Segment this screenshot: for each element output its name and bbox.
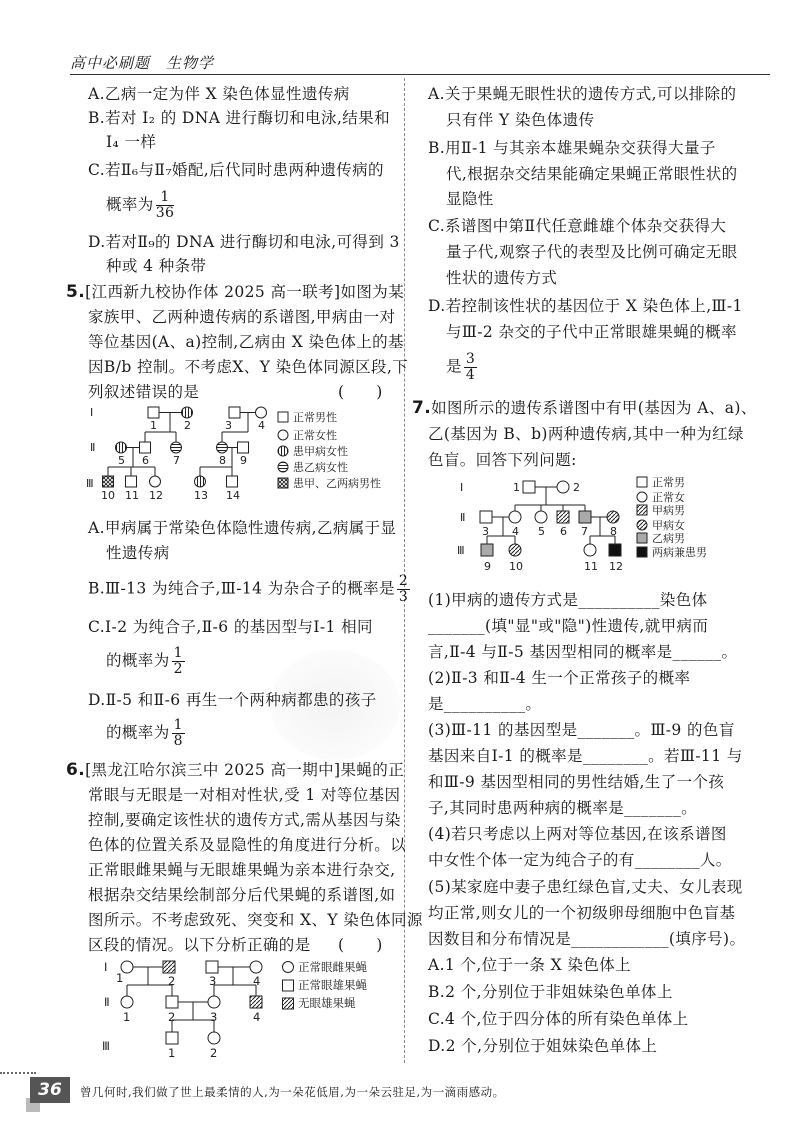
ped5-legend-female-symbol [278, 430, 288, 440]
ped7-III9-male-b [481, 544, 493, 556]
q7-part5-option-c: C.4 个,位于四分体的所有染色单体上 [428, 1010, 689, 1028]
ped6-legend-female-symbol [283, 962, 294, 973]
ped5-legend-b-female-symbol [278, 462, 288, 472]
ped7-legend-label: 两病兼患男 [652, 546, 707, 559]
ped6-id: 1 [168, 1046, 176, 1060]
q7-part2-line2: 是__________。 [428, 695, 542, 713]
ped7-id: 6 [560, 525, 567, 538]
q6-line1-text: [黑龙江哈尔滨三中 2025 高一期中]果蝇的正 [85, 761, 405, 779]
ped6-legend-male-symbol [283, 980, 294, 991]
ped5-II5-female-a [116, 442, 127, 453]
q4-option-c-line1: C.若Ⅱ₆与Ⅱ₇婚配,后代同时患两种遗传病的 [88, 161, 384, 179]
ped7-II4-female [509, 511, 521, 523]
ped5-legend-ab-male-symbol [278, 478, 288, 488]
ped7-I2-female [557, 481, 569, 493]
ped5-id: 5 [118, 454, 125, 467]
q7-part1-line3: 言,Ⅱ-4 与Ⅱ-5 基因型相同的概率是______。 [428, 643, 738, 661]
ped6-id: 2 [168, 974, 176, 988]
q7-part4-line1: (4)若只考虑以上两对等位基因,在该系谱图 [428, 825, 727, 843]
q7-part1-line1: (1)甲病的遗传方式是__________染色体 [428, 591, 708, 609]
frac-denominator: 3 [398, 589, 409, 605]
frac-numerator: 1 [156, 190, 175, 206]
q6-option-c-line1: C.系谱图中第Ⅱ代任意雌雄个体杂交获得大 [428, 217, 727, 235]
ped7-legend-ab-male-symbol [637, 547, 647, 557]
q7-part5-line2: 均正常,则女儿的一个初级卵母细胞中色盲基 [428, 904, 736, 922]
ped6-id: 3 [209, 974, 217, 988]
ped7-legend-label: 甲病女 [652, 519, 685, 532]
ped7-II7-male-b [579, 511, 591, 523]
q6-option-c-line3: 性状的遗传方式 [446, 269, 558, 287]
ped7-legend-b-male-symbol [637, 533, 647, 543]
ped7-id: 9 [484, 560, 491, 573]
q7-part4-line2: 中女性个体一定为纯合子的有________人。 [428, 851, 732, 869]
q7-line1-text: 如图所示的遗传系谱图中有甲(基因为 A、a)、 [431, 399, 757, 417]
ped5-legend-label: 正常男性 [293, 411, 337, 424]
header-rule [70, 74, 770, 75]
ped5-id: 8 [219, 454, 226, 467]
q7-part3-line2: 基因来自Ⅰ-1 的概率是________。若Ⅲ-11 与 [428, 747, 743, 765]
ped5-I4-female [256, 407, 267, 418]
ped6-I2-male-eyeless [163, 961, 175, 973]
q5-number: 5. [66, 282, 86, 302]
ped5-legend-label: 患甲病女性 [293, 445, 348, 458]
ped5-II8-female-b [217, 442, 228, 453]
q5-stem-line2: 家族甲、乙两种遗传病的系谱图,甲病由一对 [88, 308, 396, 326]
ped6-id: 2 [168, 1010, 176, 1024]
ped5-III14-male [227, 476, 238, 487]
q6-option-b-line3: 显隐性 [446, 190, 494, 208]
ped6-II3-female [208, 996, 220, 1008]
ped6-II2-male [166, 996, 178, 1008]
ped7-gen-label: Ⅰ [460, 481, 464, 494]
q6-stem-line2: 常眼与无眼是一对相对性状,受 1 对等位基因 [88, 786, 401, 804]
frac-numerator: 1 [173, 645, 183, 661]
q6-option-d-text: 是 [446, 357, 462, 376]
ped7-legend-male-symbol [637, 477, 647, 487]
q5-option-c-fraction [172, 646, 185, 677]
ped7-id: 3 [482, 525, 489, 538]
q5-answer-paren: ( ) [338, 383, 383, 401]
ped5-id: 6 [142, 454, 149, 467]
ped6-legend-label: 正常眼雄果蝇 [298, 978, 367, 992]
ped7-id: 12 [609, 560, 623, 573]
ped7-id: 5 [538, 525, 545, 538]
q5-stem-line4: 因B/b 控制。不考虑X、Y 染色体同源区段,下 [88, 358, 409, 376]
ped5-gen-label: Ⅰ [90, 406, 94, 419]
q7-part5-option-a: A.1 个,位于一条 X 染色体上 [428, 956, 632, 974]
q6-option-d-line1: D.若控制该性状的基因位于 X 染色体上,Ⅲ-1 [428, 297, 743, 315]
ped7-id: 2 [573, 481, 580, 494]
ped5-II6-male [140, 442, 151, 453]
ped5-id: 11 [125, 489, 139, 502]
ped5-II9-male [238, 442, 249, 453]
q5-option-c-line2 [106, 646, 185, 677]
ped5-legend-a-female-symbol [278, 446, 288, 456]
ped7-id: 10 [509, 560, 523, 573]
frac-denominator: 36 [155, 205, 175, 221]
footer-quote: 曾几何时,我们做了世上最柔情的人,为一朵花低眉,为一朵云驻足,为一滴雨感动。 [80, 1085, 505, 1099]
ped6-id: 1 [123, 1010, 131, 1024]
q4-option-c-line2 [106, 190, 174, 221]
ped7-legend-label: 乙病男 [652, 532, 685, 545]
q5-option-a-line2: 性遗传病 [106, 544, 170, 562]
frac-denominator: 4 [465, 367, 476, 383]
ped5-III13-female-a [195, 476, 206, 487]
ped6-gen-label: Ⅲ [102, 1039, 110, 1053]
ped7-III11-female [584, 544, 596, 556]
q5-stem-line5: 列叙述错误的是 [88, 383, 200, 401]
ped7-II6-male-a [557, 511, 569, 523]
ped6-II1-female [121, 996, 133, 1008]
q4-option-c-text: 概率为 [106, 195, 154, 214]
page-number: 36 [30, 1077, 70, 1103]
q7-part5-option-d: D.2 个,分别位于姐妹染色单体上 [428, 1037, 658, 1055]
q6-option-a-line1: A.关于果蝇无眼性状的遗传方式,可以排除的 [428, 85, 737, 103]
ped6-legend-label: 正常眼雌果蝇 [298, 960, 367, 974]
ped6-id: 1 [116, 971, 124, 985]
q5-stem-line1 [66, 282, 404, 302]
q7-number: 7. [412, 398, 432, 418]
ped5-gen-label: Ⅲ [86, 477, 94, 490]
ped7-legend-label: 正常女 [652, 491, 685, 504]
ped5-gen-label: Ⅱ [90, 441, 96, 454]
ped7-gen-label: Ⅲ [457, 544, 465, 557]
q4-option-b-line2: Ⅰ₄ 一样 [106, 133, 157, 151]
ped6-I4-female [250, 961, 262, 973]
ped6-id: 4 [253, 1010, 261, 1024]
q4-option-d-line1: D.若对Ⅱ₉的 DNA 进行酶切和电泳,可得到 3 [88, 233, 400, 251]
ped7-legend-label: 正常男 [652, 476, 685, 489]
ped6-legend-label: 无眼雄果蝇 [298, 996, 356, 1010]
q6-stem-line1 [66, 760, 404, 780]
q6-stem-line4: 色体的位置关系及显隐性的角度进行分析。以 [88, 836, 407, 854]
q5-stem-line3: 等位基因(A、a)控制,乙病由 X 染色体上的基 [88, 333, 404, 351]
frac-numerator: 1 [173, 717, 183, 733]
q4-option-b-line1: B.若对 Ⅰ₂ 的 DNA 进行酶切和电泳,结果和 [88, 109, 390, 127]
q5-line1-text: [江西新九校协作体 2025 高一联考]如图为某 [85, 283, 405, 301]
ped5-legend-label: 患乙病女性 [293, 461, 348, 474]
ped6-III1-male [166, 1032, 178, 1044]
ped5-id: 3 [225, 419, 232, 432]
q6-stem-line7: 图所示。不考虑致死、突变和 X、Y 染色体同源 [88, 911, 423, 929]
q5-option-d-fraction [172, 718, 185, 749]
q7-part3-line1: (3)Ⅲ-11 的基因型是_______。Ⅲ-9 的色盲 [428, 721, 735, 739]
ped5-III12-female [150, 476, 161, 487]
q7-part2-line1: (2)Ⅱ-3 和Ⅱ-4 生一个正常孩子的概率 [428, 669, 691, 687]
q6-stem-line6: 根据杂交结果绘制部分后代果蝇的系谱图,如 [88, 886, 396, 904]
q6-stem-line3: 控制,要确定该性状的遗传方式,需从基因与染 [88, 811, 401, 829]
ped5-III10-male-ab [103, 476, 114, 487]
ped7-id: 8 [610, 525, 617, 538]
ped5-I2-female-a [182, 407, 193, 418]
q6-option-d-line3 [446, 352, 477, 383]
ped6-I3-male [206, 961, 218, 973]
q5-option-b-text: B.Ⅲ-13 为纯合子,Ⅲ-14 为杂合子的概率是 [88, 579, 395, 598]
q5-option-c-text: 的概率为 [106, 651, 170, 670]
ped7-III10-female-a [509, 544, 521, 556]
q7-stem-line3: 色盲。回答下列问题: [428, 451, 577, 469]
ped6-legend-eyeless-symbol [283, 998, 294, 1009]
q6-option-d-fraction [464, 352, 477, 383]
ped7-legend-label: 甲病男 [652, 504, 685, 517]
frac-numerator: 3 [465, 351, 476, 367]
q7-pedigree [455, 474, 745, 574]
q5-option-b-fraction [397, 574, 410, 605]
ped7-II8-female-a [607, 511, 619, 523]
q4-option-d-line2: 种或 4 种条带 [106, 257, 207, 275]
q7-part5-line1: (5)某家庭中妻子患红绿色盲,丈夫、女儿表现 [428, 878, 743, 896]
ped7-legend-female-symbol [637, 492, 647, 502]
q6-option-d-line2: 与Ⅲ-2 杂交的子代中正常眼雄果蝇的概率 [446, 323, 737, 341]
ped7-id: 11 [584, 560, 598, 573]
ped5-id: 7 [173, 454, 180, 467]
ped5-id: 14 [226, 489, 240, 502]
ped5-id: 10 [101, 489, 115, 502]
ped6-gen-label: Ⅰ [104, 960, 108, 974]
q6-number: 6. [66, 760, 86, 780]
ped7-II3-male [480, 511, 492, 523]
q5-option-d-text: 的概率为 [106, 723, 170, 742]
ped5-legend-label: 正常女性 [293, 429, 337, 442]
header-title: 高中必刷题 生物学 [70, 54, 215, 72]
frac-denominator: 2 [173, 661, 183, 677]
ped5-I1-male [148, 407, 159, 418]
q7-stem-line2: 乙(基因为 B、b)两种遗传病,其中一种为红绿 [428, 425, 744, 443]
ped5-id: 9 [240, 454, 247, 467]
q6-option-b-line1: B.用Ⅱ-1 与其亲本雄果蝇杂交获得大量子 [428, 139, 716, 157]
q6-option-b-line2: 代,根据杂交结果能确定果蝇正常眼性状的 [446, 165, 738, 183]
q7-part3-line4: 子,其同时患两种病的概率是_______。 [428, 799, 698, 817]
ped6-id: 2 [210, 1046, 218, 1060]
q5-pedigree [82, 404, 402, 502]
q5-option-c-line1: C.Ⅰ-2 为纯合子,Ⅱ-6 的基因型与Ⅰ-1 相同 [88, 618, 373, 636]
ped6-II4-male-eyeless [250, 996, 262, 1008]
ped7-III12-male-ab [609, 544, 621, 556]
ped5-id: 4 [258, 419, 265, 432]
q6-stem-line5: 正常眼雌果蝇与无眼雄果蝇为亲本进行杂交, [88, 861, 396, 879]
q6-answer-paren: ( ) [338, 936, 383, 954]
q7-part1-line2: _______(填"显"或"隐")性遗传,就甲病而 [428, 617, 709, 635]
ped5-I3-male [229, 407, 240, 418]
q6-stem-line8: 区段的情况。以下分析正确的是 [88, 936, 311, 954]
q6-option-c-line2: 量子代,观察子代的表型及比例可确定无眼 [446, 243, 738, 261]
frac-numerator: 2 [398, 573, 409, 589]
ped5-legend-label: 患甲、乙两病男性 [293, 477, 381, 490]
ped7-gen-label: Ⅱ [460, 511, 466, 524]
q6-pedigree [100, 956, 400, 1062]
ped7-I1-male [523, 481, 535, 493]
ped7-id: 4 [512, 525, 519, 538]
q5-option-d-line2 [106, 718, 185, 749]
ped5-id: 12 [149, 489, 163, 502]
ped7-id: 1 [513, 481, 520, 494]
q4-option-a: A.乙病一定为伴 X 染色体显性遗传病 [88, 85, 350, 103]
ped5-II7-female-b [171, 442, 182, 453]
ped5-id: 2 [184, 419, 191, 432]
ped7-legend-a-male-symbol [637, 505, 647, 515]
q5-option-d-line1: D.Ⅱ-5 和Ⅱ-6 再生一个两种病都患的孩子 [88, 691, 377, 709]
q7-part5-line3: 因数目和分布情况是____________(填序号)。 [428, 930, 746, 948]
q5-option-b [88, 574, 410, 605]
ped5-III11-male [126, 476, 137, 487]
ped5-legend-male-symbol [278, 412, 288, 422]
ped6-III2-female [208, 1032, 220, 1044]
q6-option-a-line2: 只有伴 Y 染色体遗传 [446, 111, 595, 129]
ped6-gen-label: Ⅱ [104, 995, 110, 1009]
q7-part5-option-b: B.2 个,分别位于非姐妹染色单体上 [428, 983, 673, 1001]
ped5-id: 1 [150, 419, 157, 432]
q7-stem-line1 [412, 398, 757, 418]
ped5-id: 13 [194, 489, 208, 502]
footer-dotted-rule [0, 1072, 36, 1074]
q4-option-c-fraction [156, 190, 175, 221]
ped7-legend-a-female-symbol [637, 520, 647, 530]
ped7-II5-female [535, 511, 547, 523]
q5-option-a-line1: A.甲病属于常染色体隐性遗传病,乙病属于显 [88, 519, 397, 537]
ped6-id: 3 [210, 1010, 218, 1024]
ped7-id: 7 [581, 525, 588, 538]
frac-denominator: 8 [173, 733, 183, 749]
q7-part3-line3: 和Ⅲ-9 基因型相同的男性结婚,生了一个孩 [428, 773, 725, 791]
ped6-id: 4 [253, 974, 261, 988]
